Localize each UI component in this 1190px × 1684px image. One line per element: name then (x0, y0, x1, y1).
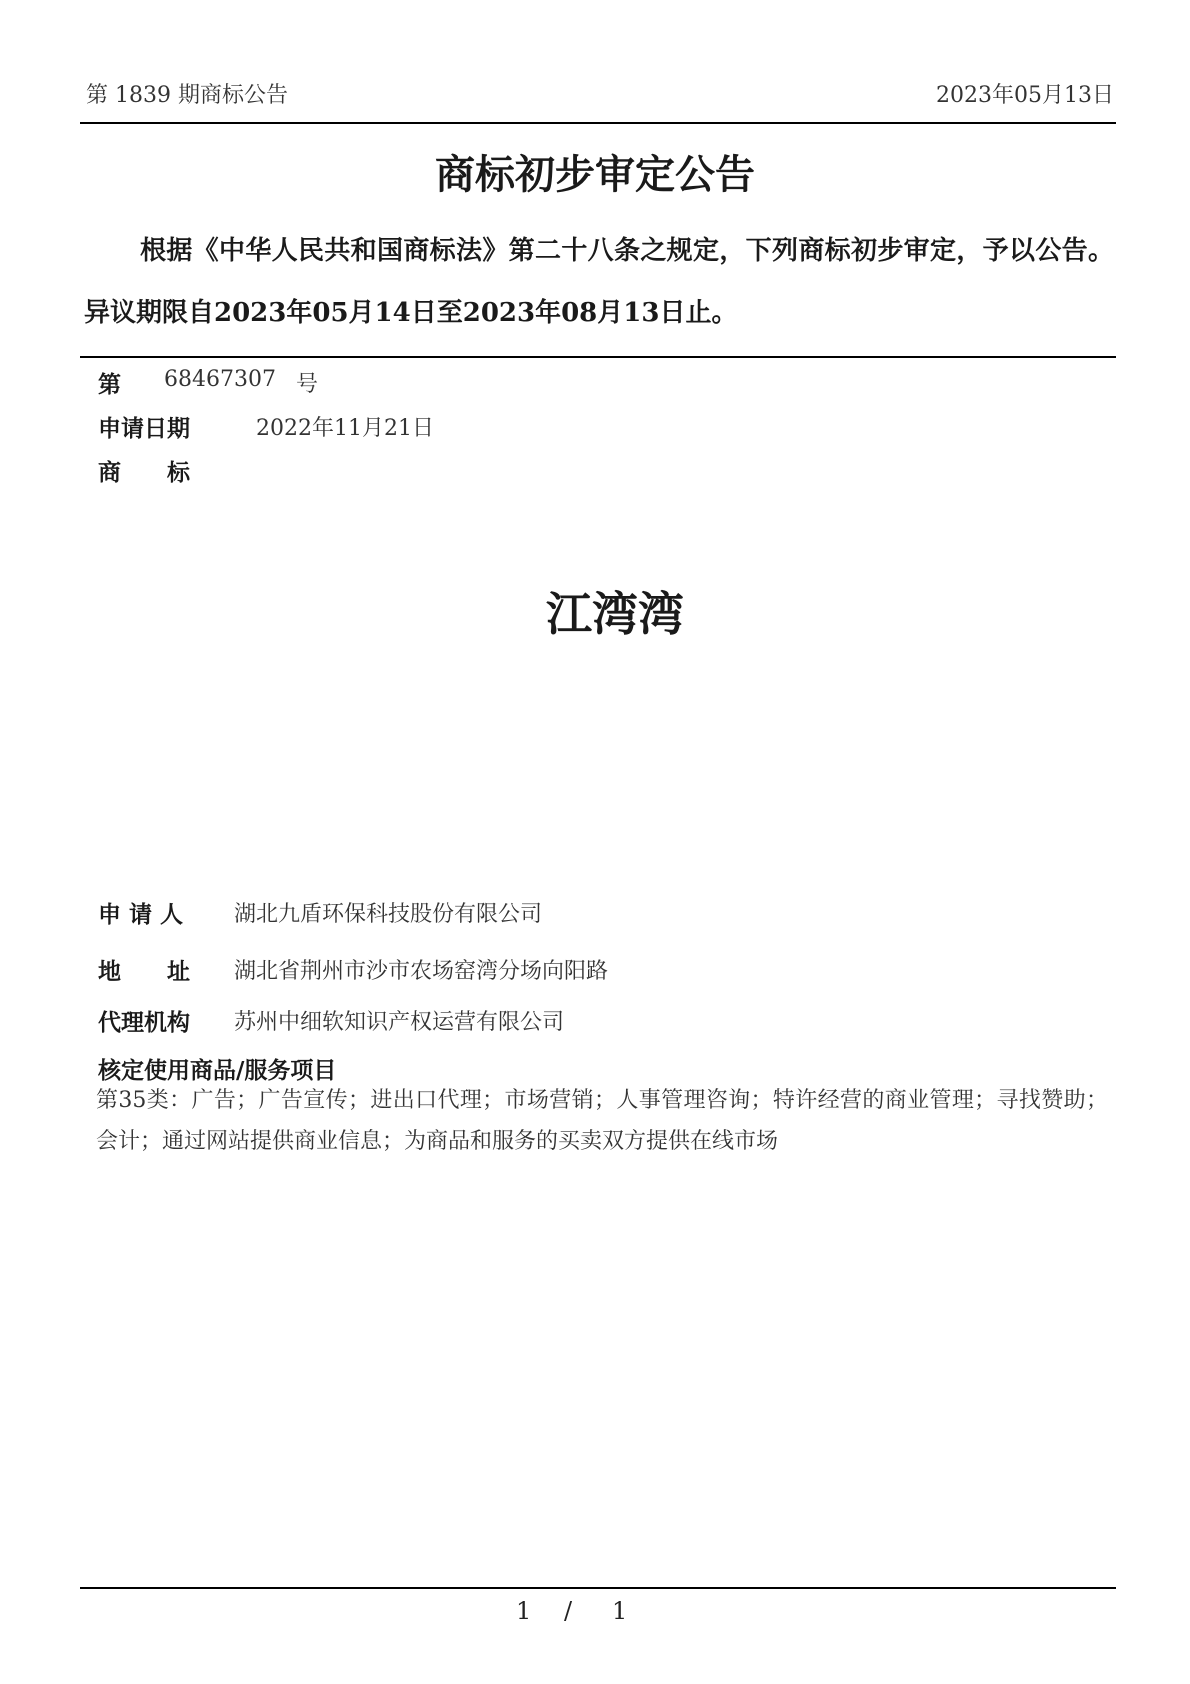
address-label: 地 址 (98, 958, 190, 985)
number-label-prefix: 第 (98, 371, 121, 398)
section-divider (80, 356, 1116, 358)
registration-number: 68467307 (164, 367, 276, 392)
agent: 苏州中细软知识产权运营有限公司 (234, 1010, 565, 1035)
applicant: 湖北九盾环保科技股份有限公司 (234, 902, 543, 927)
number-label-suffix: 号 (296, 372, 319, 397)
application-date: 2022年11月21日 (256, 416, 434, 441)
intro-paragraph: 根据《中华人民共和国商标法》第二十八条之规定，下列商标初步审定，予以公告。异议期限自2023年05月14日至2023年08月13日止。 (84, 236, 1114, 328)
agent-label: 代理机构 (98, 1009, 190, 1036)
trademark-wordmark: 江湾湾 (546, 587, 684, 641)
page-title: 商标初步审定公告 (435, 151, 755, 198)
applicant-label: 申 请 人 (98, 901, 184, 928)
trademark-label: 商 标 (98, 459, 190, 486)
header-divider (80, 122, 1116, 124)
application-date-label: 申请日期 (98, 415, 190, 442)
page-separator: / (564, 1597, 573, 1625)
issue-number: 第 1839 期商标公告 (86, 83, 288, 108)
address: 湖北省荆州市沙市农场窑湾分场向阳路 (234, 959, 609, 984)
goods-services-label: 核定使用商品/服务项目 (98, 1057, 337, 1084)
page-current: 1 (516, 1597, 532, 1625)
issue-date: 2023年05月13日 (936, 83, 1114, 108)
goods-services-list: 第35类：广告；广告宣传；进出口代理；市场营销；人事管理咨询；特许经营的商业管理；寻找赞助；会计；通过网站提供商业信息；为商品和服务的买卖双方提供在线市场 (96, 1088, 1108, 1154)
page-total: 1 (612, 1597, 628, 1625)
footer-divider (80, 1587, 1116, 1589)
